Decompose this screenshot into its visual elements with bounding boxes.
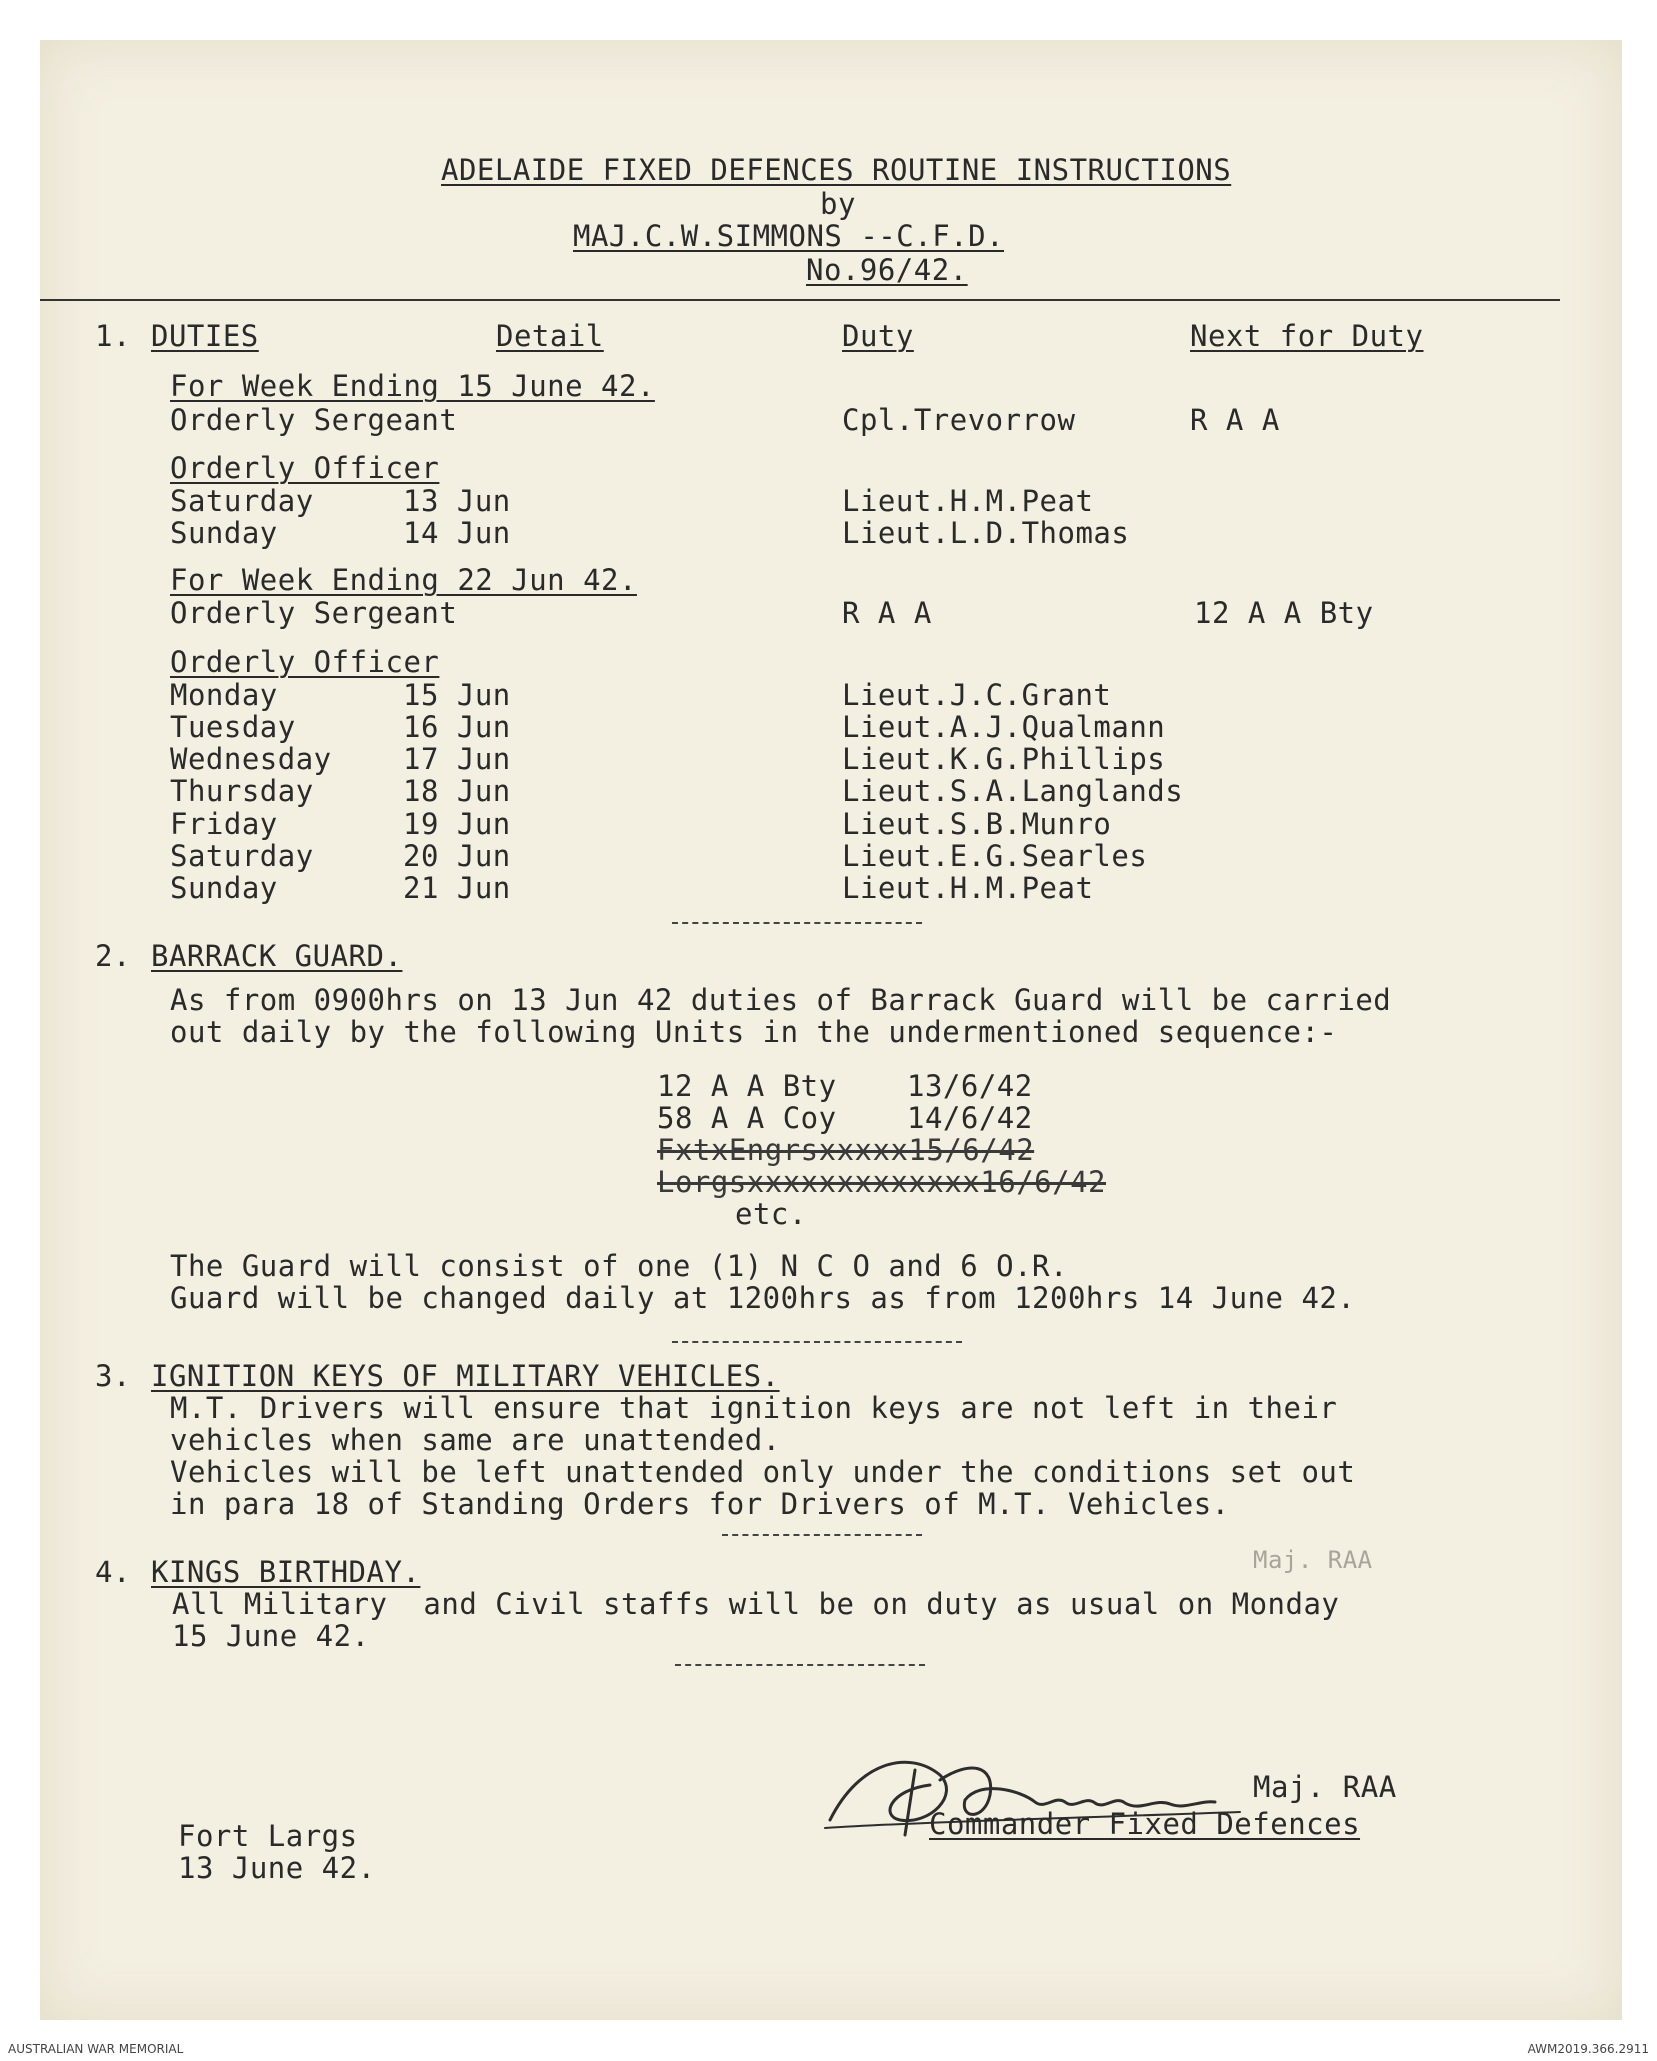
- week1-row-officer: Lieut.L.D.Thomas: [842, 516, 1130, 550]
- week1-heading: For Week Ending 15 June 42.: [170, 369, 655, 403]
- week2-row-day: Tuesday: [170, 710, 296, 744]
- section4-title: KINGS BIRTHDAY.: [151, 1555, 421, 1589]
- ignition-line2: vehicles when same are unattended.: [170, 1423, 781, 1457]
- document-title: ADELAIDE FIXED DEFENCES ROUTINE INSTRUCTIONS: [441, 153, 1232, 187]
- sequence-date: 13/6/42: [907, 1069, 1033, 1103]
- sequence-date: 14/6/42: [907, 1101, 1033, 1135]
- week1-row-day: Sunday: [170, 516, 278, 550]
- week2-row-day: Sunday: [170, 871, 278, 905]
- week2-row-day: Wednesday: [170, 742, 332, 776]
- section1-title: DUTIES: [151, 319, 259, 353]
- week1-sergeant-next: R A A: [1190, 403, 1280, 437]
- week2-row-officer: Lieut.S.B.Munro: [842, 807, 1112, 841]
- guard-line2: Guard will be changed daily at 1200hrs as from 1200hrs 14 June 42.: [170, 1281, 1356, 1315]
- week1-row-officer: Lieut.H.M.Peat: [842, 484, 1094, 518]
- week2-row-date: 19 Jun: [403, 807, 511, 841]
- week1-row-date: 13 Jun: [403, 484, 511, 518]
- week1-row-day: Saturday: [170, 484, 314, 518]
- week2-row-officer: Lieut.H.M.Peat: [842, 871, 1094, 905]
- section3-number: 3.: [95, 1359, 131, 1393]
- signature-text: CWSimmons: [820, 1740, 826, 1741]
- section1-number: 1.: [95, 319, 131, 353]
- footer-accession: AWM2019.366.2911: [1527, 2042, 1649, 2056]
- week2-row-day: Friday: [170, 807, 278, 841]
- week2-row-date: 17 Jun: [403, 742, 511, 776]
- week2-row-date: 21 Jun: [403, 871, 511, 905]
- sequence-etc: etc.: [735, 1197, 807, 1231]
- week2-row-officer: Lieut.S.A.Langlands: [842, 774, 1184, 808]
- guard-line1: The Guard will consist of one (1) N C O and 6 O.R.: [170, 1249, 1068, 1283]
- week2-row-date: 20 Jun: [403, 839, 511, 873]
- sequence-unit: 12 A A Bty: [657, 1069, 837, 1103]
- struck-sequence-line: FxtxEngrsxxxxx15/6/42: [657, 1133, 1035, 1167]
- week2-row-day: Saturday: [170, 839, 314, 873]
- section-divider: [722, 1534, 922, 1536]
- section2-title: BARRACK GUARD.: [151, 939, 403, 973]
- week1-officer-label: Orderly Officer: [170, 451, 440, 485]
- week2-sergeant-duty: R A A: [842, 596, 932, 630]
- birthday-line1: All Military and Civil staffs will be on duty as usual on Monday: [172, 1587, 1340, 1621]
- birthday-line2: 15 June 42.: [172, 1619, 370, 1653]
- place-date: 13 June 42.: [178, 1851, 376, 1885]
- barrack-para-line1: As from 0900hrs on 13 Jun 42 duties of Barrack Guard will be carried: [170, 983, 1392, 1017]
- sequence-unit: 58 A A Coy: [657, 1101, 837, 1135]
- place-location: Fort Largs: [178, 1819, 358, 1853]
- week2-sergeant-label: Orderly Sergeant: [170, 596, 458, 630]
- week2-row-date: 18 Jun: [403, 774, 511, 808]
- struck-sequence-line: Lorgsxxxxxxxxxxxxx16/6/42: [657, 1165, 1106, 1199]
- week2-row-day: Monday: [170, 678, 278, 712]
- week2-sergeant-next: 12 A A Bty: [1194, 596, 1374, 630]
- week2-row-officer: Lieut.J.C.Grant: [842, 678, 1112, 712]
- section-divider: [675, 1664, 925, 1666]
- week2-officer-label: Orderly Officer: [170, 645, 440, 679]
- week1-row-date: 14 Jun: [403, 516, 511, 550]
- column-duty: Duty: [842, 319, 914, 353]
- week2-row-day: Thursday: [170, 774, 314, 808]
- week2-row-date: 16 Jun: [403, 710, 511, 744]
- week1-sergeant-duty: Cpl.Trevorrow: [842, 403, 1076, 437]
- by-line: by: [820, 187, 856, 221]
- section2-number: 2.: [95, 939, 131, 973]
- section-divider: [672, 922, 922, 924]
- section3-title: IGNITION KEYS OF MILITARY VEHICLES.: [151, 1359, 780, 1393]
- ignition-line1: M.T. Drivers will ensure that ignition keys are not left in their: [170, 1391, 1338, 1425]
- ghost-rank-impression: Maj. RAA: [1253, 1546, 1373, 1574]
- column-detail: Detail: [496, 319, 604, 353]
- signature-title: Commander Fixed Defences: [929, 1807, 1361, 1841]
- ignition-line4: in para 18 of Standing Orders for Drivers of M.T. Vehicles.: [170, 1487, 1230, 1521]
- week2-row-date: 15 Jun: [403, 678, 511, 712]
- instruction-number: No.96/42.: [806, 253, 968, 287]
- author-line: MAJ.C.W.SIMMONS --C.F.D.: [573, 219, 1005, 253]
- header-rule: [40, 299, 1560, 301]
- week2-row-officer: Lieut.E.G.Searles: [842, 839, 1148, 873]
- week2-heading: For Week Ending 22 Jun 42.: [170, 563, 637, 597]
- week1-sergeant-label: Orderly Sergeant: [170, 403, 458, 437]
- week2-row-officer: Lieut.A.J.Qualmann: [842, 710, 1166, 744]
- section4-number: 4.: [95, 1555, 131, 1589]
- column-next-for-duty: Next for Duty: [1190, 319, 1424, 353]
- week2-row-officer: Lieut.K.G.Phillips: [842, 742, 1166, 776]
- barrack-para-line2: out daily by the following Units in the undermentioned sequence:-: [170, 1015, 1338, 1049]
- section-divider: [672, 1341, 962, 1343]
- signature-rank: Maj. RAA: [1253, 1770, 1397, 1804]
- footer-source: AUSTRALIAN WAR MEMORIAL: [8, 2042, 184, 2056]
- ignition-line3: Vehicles will be left unattended only under the conditions set out: [170, 1455, 1356, 1489]
